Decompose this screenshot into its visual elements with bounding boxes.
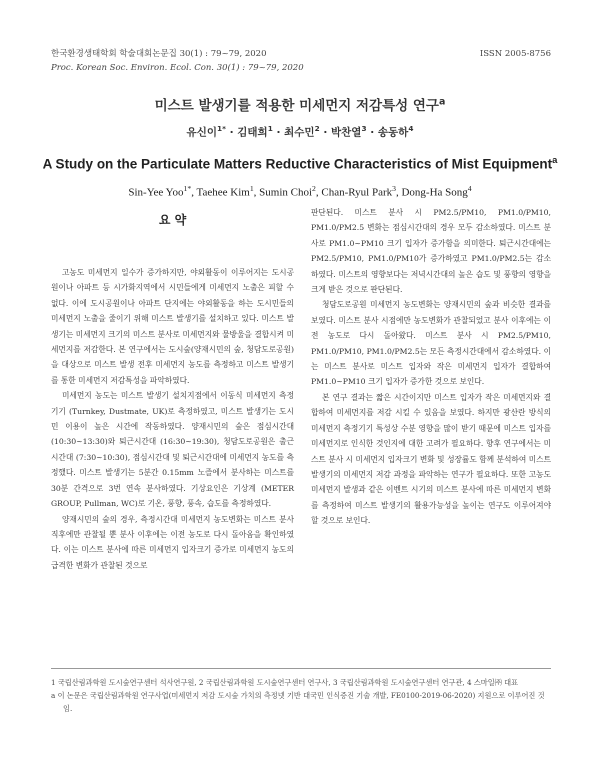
author-name: Chan-Ryul Park <box>321 186 393 199</box>
author-affiliation-mark: 1* <box>216 124 226 133</box>
title-korean-text: 미스트 발생기를 적용한 미세먼지 저감특성 연구 <box>154 98 439 114</box>
abstract-left-column <box>51 233 294 573</box>
author-affiliation-mark: 2 <box>312 184 316 193</box>
title-english-sup: a <box>552 155 558 166</box>
footnote-divider <box>51 668 551 669</box>
title-english-text: A Study on the Particulate Matters Reductive Characteristics of Mist Equipment <box>42 156 553 172</box>
title-english <box>0 155 600 172</box>
author-affiliation-mark: 3 <box>392 184 396 193</box>
running-header <box>51 47 551 75</box>
author-name: Taehee Kim <box>196 186 250 199</box>
author-name: Sumin Choi <box>259 186 313 199</box>
issn: ISSN 2005-8756 <box>479 49 551 59</box>
authors-english: Sin-Yee Yoo$^{1*}$, Taehee Kim$^1$, Sumin Choi$^2$, Chan-Ryul Park$^3$, Dong-Ha Song$^4$ <box>128 184 472 199</box>
author-name: 김태희 <box>237 126 268 139</box>
abstract-paragraph: 미세먼지 농도는 미스트 발생기 설치지점에서 이동식 미세먼지 측정기기 (Turnkey, Dustmate, UK)로 측정하였고, 미스트 발생기는 도시민 이용이 높은 시간에 작동하였다. 양재시민의 숲은 점심시간대 (10:30~13:30)와 퇴근시간대 (16:30~19:30), 청담도로공원은 출근시간대 (7:30~10:30), 점심시간대 및 퇴근시간대에 미세먼지 농도를 측정했다. 미스트 발생기는 5분간 0.15mm 노즐에서 분사하는 미스트를 30분 간격으로 3번 연속 분사하였다. 기상요인은 기상계 (METER GROUP, Pullman, WC)로 기온, 풍향, 풍속, 습도를 측정하였다. <box>51 391 294 509</box>
author-name: Sin-Yee Yoo <box>128 186 184 199</box>
author-affiliation-mark: 1 <box>267 124 273 133</box>
author-affiliation-mark: 4 <box>467 184 472 193</box>
abstract-paragraph: 양재시민의 숲의 경우, 측정시간대 미세먼지 농도변화는 미스트 분사 직후에만 관찰될 뿐 분사 이후에는 이전 농도로 다시 돌아옴을 확인하였다. 이는 미스트 분사에 따른 미세먼지 입자크기 증가로 미세먼지 농도의 급격한 변화가 관찰된 것으로 <box>51 514 294 570</box>
author-name: 유신이 <box>186 126 217 139</box>
author-name: 송동하 <box>377 126 409 139</box>
abstract-paragraph: 청담도로공원 미세먼지 농도변화는 양재시민의 숲과 비슷한 결과를 보였다. 미스트 분사 시점에만 농도변화가 관찰되었고 분사 이후에는 이전 농도로 다시 돌아왔다. 미스트 분사 시 PM2.5/PM10, PM1.0/PM10, PM1.0/PM2.5는 모든 측정시간대에서 감소하였다. 이는 미스트 분사로 미스트 입자와 작은 미세먼지 입자가 결합하여 PM1.0~PM10 크기 입자가 증가한 것으로 보인다. <box>311 300 551 387</box>
abstract-paragraph: 고농도 미세먼지 일수가 증가하지만, 야외활동이 이루어지는 도시공원이나 아파트 등 시가화지역에서 시민들에게 미세먼지 노출은 피할 수 없다. 이에 도시공원이나 아파트 단지에는 야외활동을 하는 도시민들의 미세먼지 노출을 줄이기 위해 미스트 발생기를 설치하고 있다. 미스트 발생기는 미세먼지 크기의 미스트 분사로 미세먼지와 물방울을 결합시켜 미세먼지를 저감한다. 본 연구에서는 도시숲(양재시민의 숲, 청담도로공원)을 대상으로 미스트 발생 전후 미세먼지 농도를 측정하고 미스트 발생기를 통한 미세먼지 저감특성을 파악하였다. <box>51 268 294 385</box>
abstract-right-column <box>311 205 551 529</box>
footnote-funding: a 이 논문은 국립산림과학원 연구사업(미세먼지 저감 도시숲 가치의 측정넷 기반 대국민 인식증진 기술 개발, FE0100-2019-06-2020) 지원으로 이루어진 것임. <box>51 691 545 713</box>
journal-korean: 한국환경생태학회 학술대회논문집 30(1) : 79~79, 2020 <box>51 49 267 59</box>
footnotes <box>51 676 551 715</box>
author-name: 최수민 <box>284 126 315 139</box>
abstract-paragraph: 판단된다. 미스트 분사 시 PM2.5/PM10, PM1.0/PM10, PM1.0/PM2.5 변화는 점심시간대의 경우 모두 감소하였다. 미스트 분사로 PM1.0~PM10 크기 입자가 증가함을 의미한다. 퇴근시간대에는 PM2.5/PM10, PM1.0/PM10가 증가하였고 PM1.0/PM2.5는 감소하였다. 미스트의 영향보다는 저녁시간대의 높은 습도 및 풍향의 영향을 크게 받은 것으로 판단된다. <box>311 208 551 295</box>
footnote-affiliations: 1 국립산림과학원 도시숲연구센터 석사연구원, 2 국립산림과학원 도시숲연구센터 연구사, 3 국립산림과학원 도시숲연구센터 연구관, 4 스마일㈜ 대표 <box>51 678 519 687</box>
title-korean <box>0 94 600 114</box>
author-affiliation-mark: 2 <box>314 124 320 133</box>
author-affiliation-mark: 4 <box>408 124 414 133</box>
journal-english: Proc. Korean Soc. Environ. Ecol. Con. 30(1) : 79~79, 2020 <box>51 63 304 73</box>
title-korean-sup: a <box>438 96 446 108</box>
author-affiliation-mark: 1 <box>249 184 254 193</box>
author-affiliation-mark: 1* <box>183 184 192 193</box>
author-affiliation-mark: 3 <box>361 124 367 133</box>
author-name: Dong-Ha Song <box>401 186 468 199</box>
author-name: 박찬열 <box>331 126 362 139</box>
abstract-heading: 요 약 <box>158 213 187 227</box>
authors-korean: 유신이$^{1*}$ · 김태희$^1$ · 최수민$^2$ · 박찬열$^3$ · 송동하$^4$ <box>186 124 414 139</box>
abstract-paragraph: 본 연구 결과는 짧은 시간이지만 미스트 입자가 작은 미세먼지와 결합하여 미세먼지를 저감 시킬 수 있음을 보였다. 하지만 광산란 방식의 미세먼지 측정기기 특성상 수분 영향을 많이 받기 때문에 미스트 입자를 미세먼지로 인식한 것인지에 대한 고려가 필요하다. 향후 연구에서는 미스트 분사 시 미세먼지 입자크기 변화 및 성장률도 함께 분석하여 미스트 발생기의 미세먼지 저감 과정을 파악하는 연구가 필요하다. 또한 고농도 미세먼지 발생과 같은 이벤트 시기의 미스트 분사에 따른 미세먼지 변화를 측정하여 미스트 발생기의 활용가능성을 높이는 연구도 이루어져야 할 것으로 보인다. <box>311 392 551 526</box>
